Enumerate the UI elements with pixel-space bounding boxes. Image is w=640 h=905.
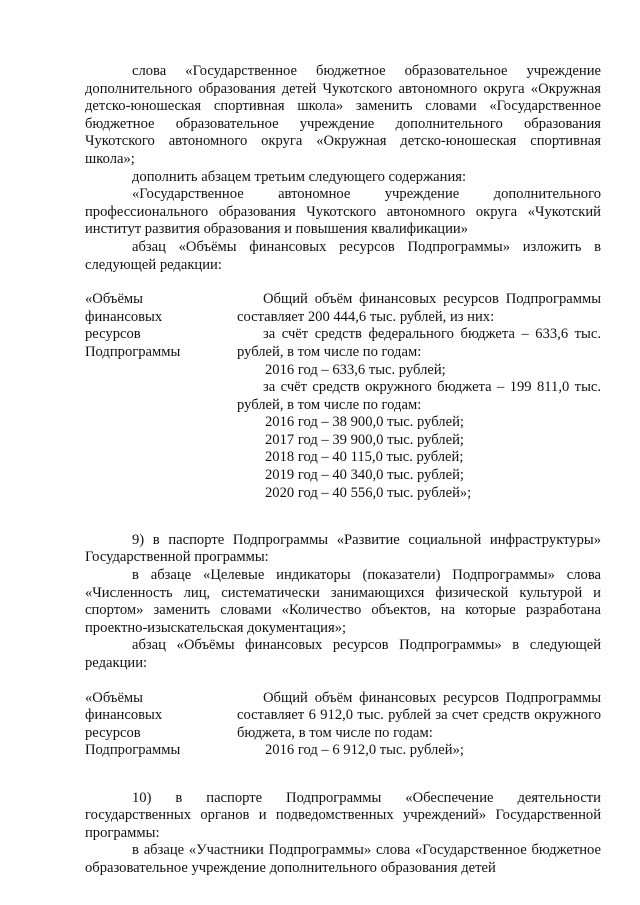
intro-paragraph-2: дополнить абзацем третьим следующего содержания: [132, 168, 467, 185]
funding-table-1-label: «Объёмы финансовых ресурсов Подпрограммы [85, 291, 181, 360]
intro-paragraph-3: «Государственное автономное учреждение дополнительного профессионального образования Чукотского автономного округа «Чукотский институт развития образования и повышения квалификации» [85, 186, 601, 238]
section-9-paragraph-2: абзац «Объёмы финансовых ресурсов Подпрограммы» в следующей редакции: [85, 637, 601, 671]
year-line: 2020 год – 40 556,0 тыс. рублей»; [265, 484, 472, 501]
total-volume-text: Общий объём финансовых ресурсов Подпрограммы составляет 200 444,6 тыс. рублей, из них: [237, 291, 601, 325]
section-10-paragraph-1: в абзаце «Участники Подпрограммы» слова «Государственное бюджетное образовательное учреждение дополнительного образования детей [85, 842, 601, 876]
year-line: 2019 год – 40 340,0 тыс. рублей; [265, 467, 464, 484]
funding-table-1-value [237, 291, 601, 502]
section-9-heading: 9) в паспорте Подпрограммы «Развитие социальной инфраструктуры» Государственной программы: [85, 531, 601, 566]
year-line: 2016 год – 6 912,0 тыс. рублей»; [265, 742, 464, 759]
year-line: 2016 год – 633,6 тыс. рублей; [265, 361, 446, 378]
year-line: 2016 год – 38 900,0 тыс. рублей; [265, 414, 464, 431]
section-10-heading: 10) в паспорте Подпрограммы «Обеспечение деятельности государственных органов и подведомственных учреждений» Государственной программы: [85, 789, 601, 841]
funding-table-1 [85, 291, 601, 502]
year-line: 2017 год – 39 900,0 тыс. рублей; [265, 431, 464, 448]
district-budget-text: за счёт средств окружного бюджета – 199 811,0 тыс. рублей, в том числе по годам: [237, 379, 601, 413]
funding-table-2 [85, 690, 601, 760]
funding-table-2-value [237, 690, 601, 760]
federal-budget-text: за счёт средств федерального бюджета – 633,6 тыс. рублей, в том числе по годам: [237, 326, 601, 360]
intro-paragraph-4: абзац «Объёмы финансовых ресурсов Подпрограммы» изложить в следующей редакции: [85, 238, 601, 273]
document-page [85, 63, 601, 878]
year-line: 2018 год – 40 115,0 тыс. рублей; [265, 449, 464, 466]
intro-paragraph-1: слова «Государственное бюджетное образовательное учреждение дополнительного образования детей Чукотского автономного округа «Окружная детско-юношеская спортивная школа» заменить словами «Государственное бюджетное образовательное учреждение дополнительного образования Чукотского автономного округа «Окружная детско-юношеская спортивная школа»; [85, 63, 601, 167]
total-volume-text: Общий объём финансовых ресурсов Подпрограммы составляет 6 912,0 тыс. рублей за счет средств окружного бюджета, в том числе по годам: [237, 689, 601, 741]
funding-table-2-label: «Объёмы финансовых ресурсов Подпрограммы [85, 689, 181, 759]
section-9-paragraph-1: в абзаце «Целевые индикаторы (показатели) Подпрограммы» слова «Численность лиц, систематически занимающихся физической культурой и спортом» заменить словами «Количество объектов, на которые разработана проектно-изыскательская документация»; [85, 567, 601, 636]
